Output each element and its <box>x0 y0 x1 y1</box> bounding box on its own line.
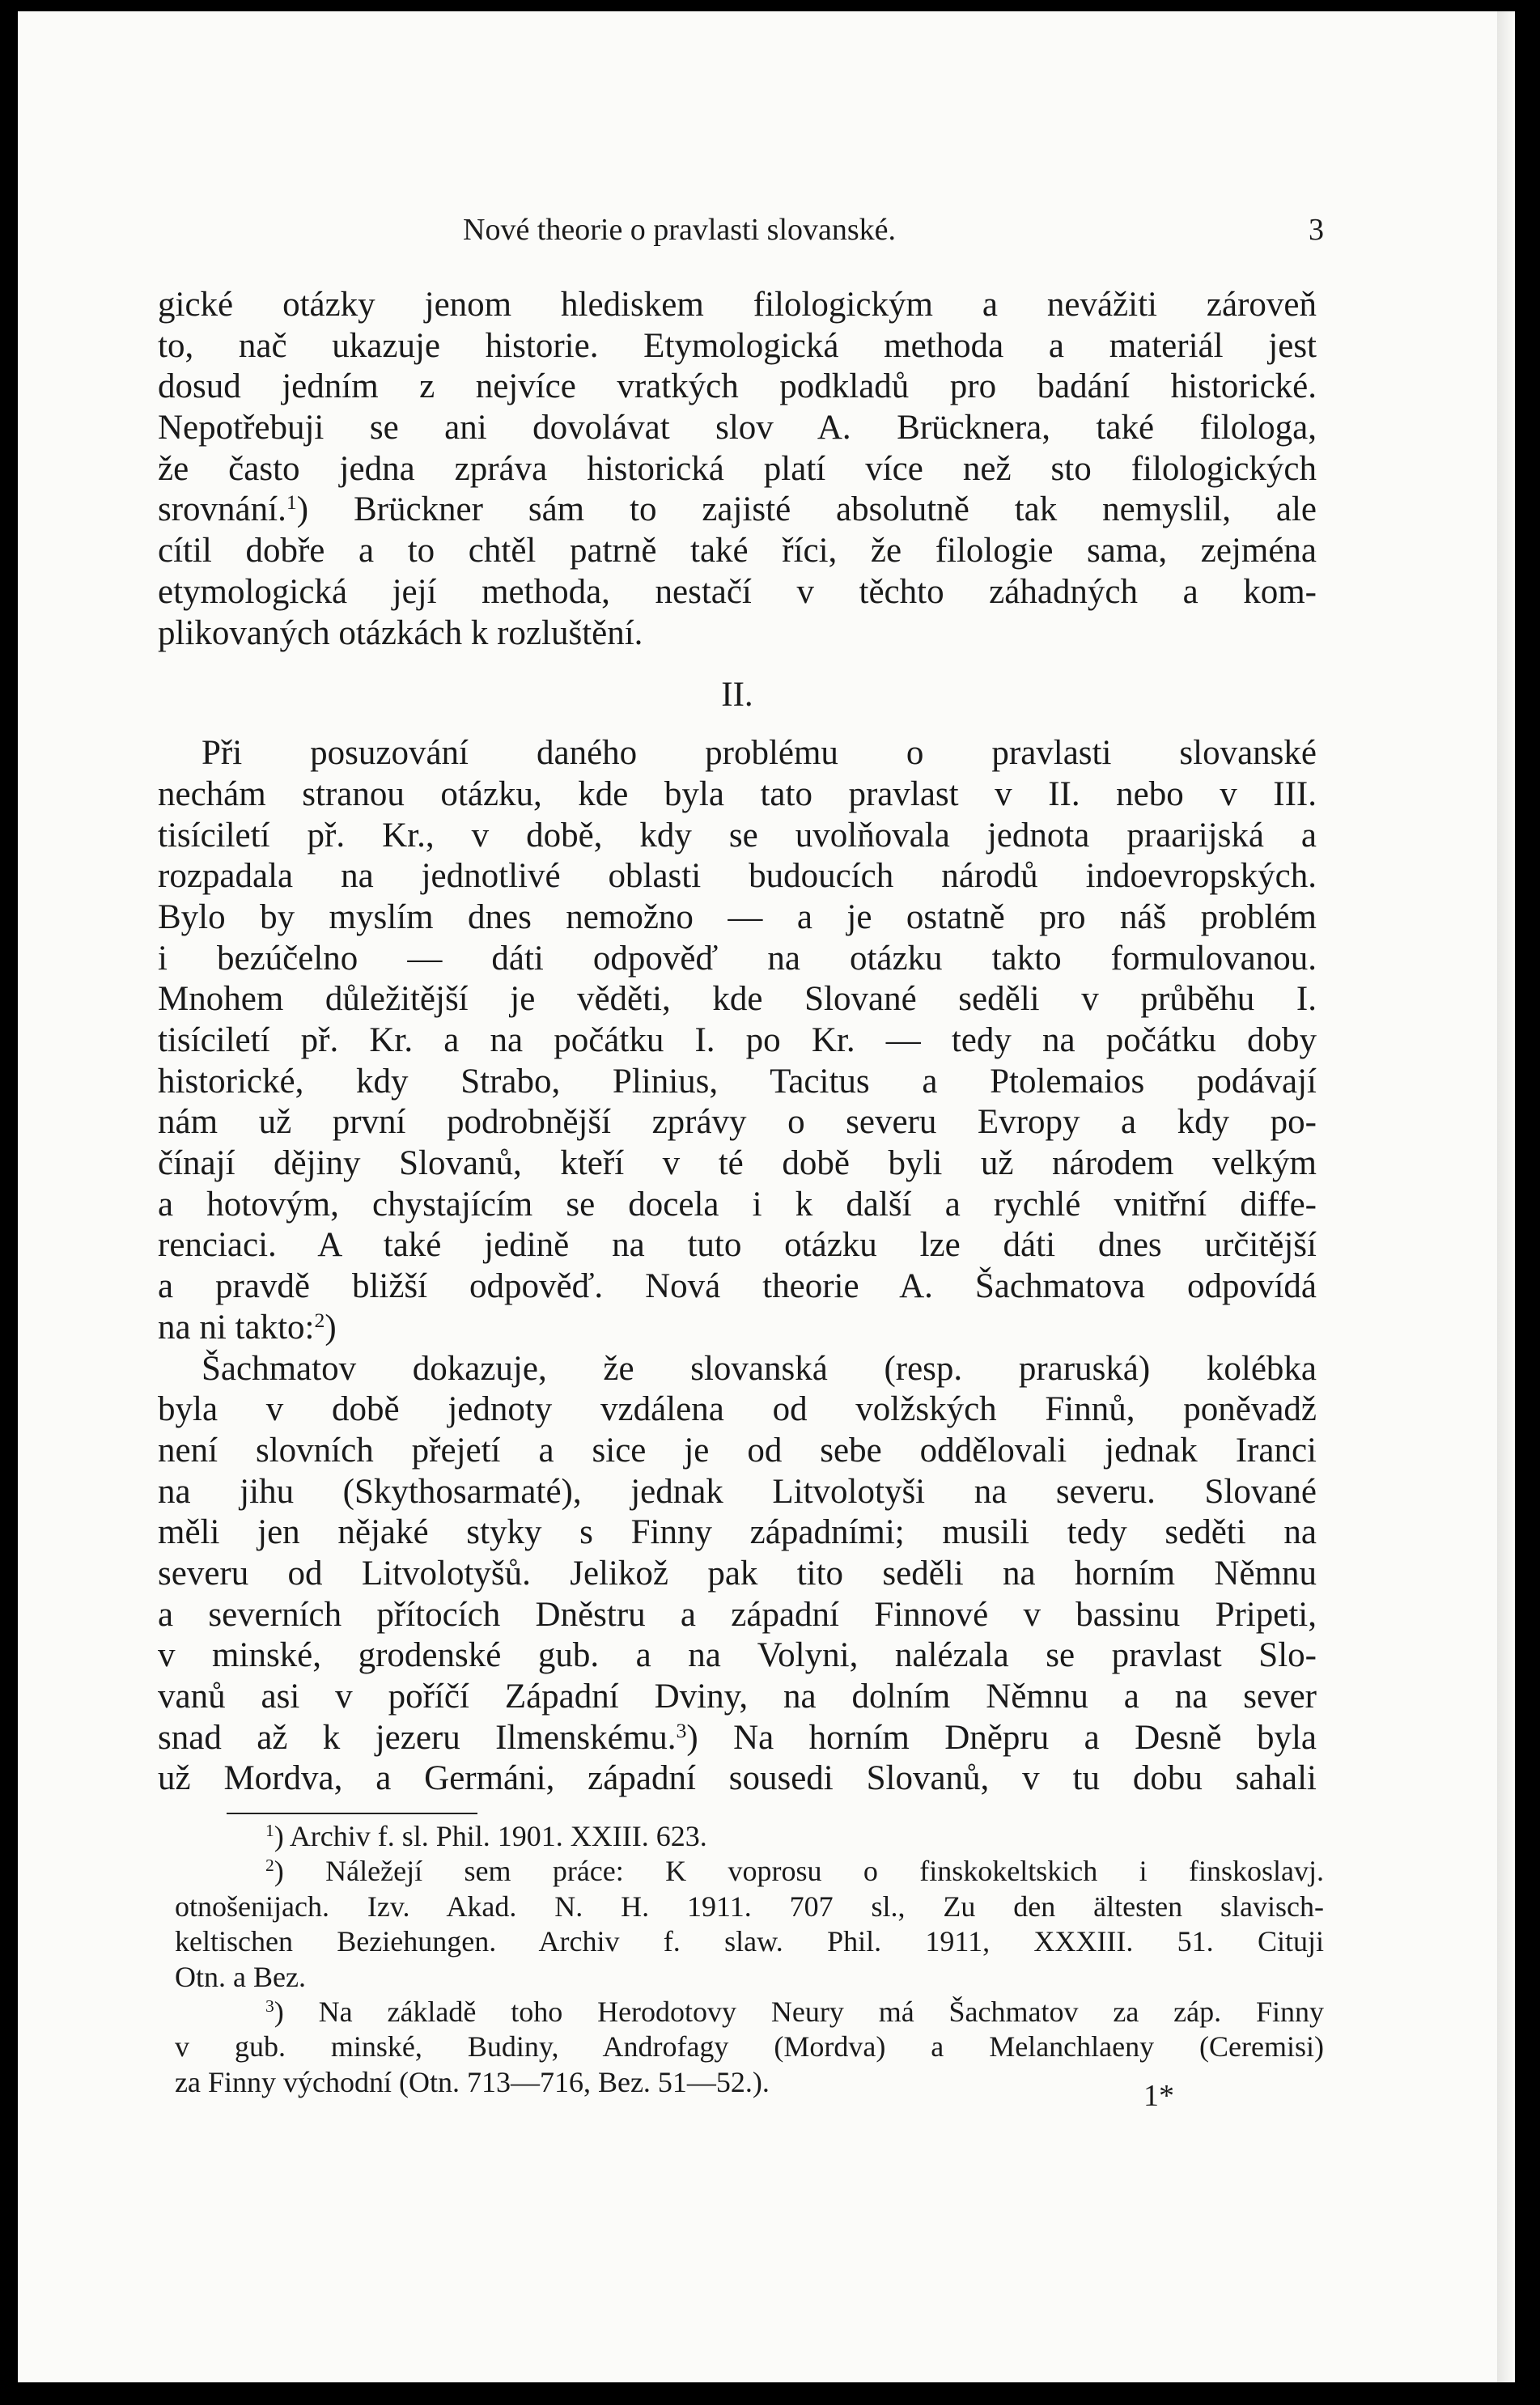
text-line: plikovaných otázkách k rozluštění. <box>158 613 643 652</box>
text-line: měli jen nějaké styky s Finny západními; musili tedy seděti na <box>158 1513 1317 1552</box>
text-line: tisíciletí př. Kr. a na počátku I. po Kr. — tedy na počátku doby <box>158 1021 1317 1059</box>
footnote-ref-2: 2 <box>314 1308 325 1332</box>
text-line: na jihu (Skythosarmaté), jednak Litvolotyši na severu. Slované <box>158 1472 1317 1511</box>
page-number: 3 <box>1309 213 1324 247</box>
footnote-line: keltischen Beziehungen. Archiv f. slaw. Phil. 1911, XXXIII. 51. Cituji <box>175 1925 1324 1958</box>
text-line: i bezúčelno — dáti odpověď na otázku takto formulovanou. <box>158 939 1317 978</box>
text-line: snad až k jezeru Ilmenskému.$^3$) Na horním Dněpru a Desně byla <box>158 1718 1317 1757</box>
footnote-text: Archiv f. sl. Phil. 1901. XXIII. 623. <box>289 1820 707 1852</box>
text-line: už Mordva, a Germáni, západní sousedi Slovanů, v tu dobu sahali <box>158 1759 1317 1798</box>
footnote-line: za Finny východní (Otn. 713—716, Bez. 51—52.). <box>175 2065 770 2098</box>
page-header <box>151 210 1324 259</box>
text-line: Nepotřebuji se ani dovolávat slov A. Brücknera, také filologa, <box>158 409 1317 447</box>
text-line: Při posuzování daného problému o pravlasti slovanské <box>202 734 1317 773</box>
text-line: v minské, grodenské gub. a na Volyni, nalézala se pravlast Slo- <box>158 1636 1317 1675</box>
footnote-divider <box>227 1813 477 1814</box>
text-segment: Brückner sám to zajisté absolutně tak nemyslil, ale <box>353 490 1317 529</box>
text-line: to, nač ukazuje historie. Etymologická methoda a materiál jest <box>158 326 1317 365</box>
text-segment: snad až k jezeru Ilmenskému. <box>158 1718 677 1757</box>
text-line: a hotovým, chystajícím se docela i k další a rychlé vnitřní diffe- <box>158 1185 1317 1224</box>
body-text <box>158 285 1317 1800</box>
footnote-text: Na základě toho Herodotovy Neury má Šachmatov za záp. Finny <box>318 1995 1324 2028</box>
text-line: nechám stranou otázku, kde byla tato pravlast v II. nebo v III. <box>158 774 1317 813</box>
text-line: čínají dějiny Slovanů, kteří v té době byli už národem velkým <box>158 1144 1317 1183</box>
footnotes <box>175 1819 1324 2100</box>
text-line: že často jedna zpráva historická platí více než sto filologických <box>158 449 1317 488</box>
text-line: severu od Litvolotyšů. Jelikož pak tito seděli na horním Němnu <box>158 1554 1317 1593</box>
text-line: a severních přítocích Dněstru a západní Finnové v bassinu Pripeti, <box>158 1595 1317 1634</box>
text-line: gické otázky jenom hlediskem filologickým a nevážiti zároveň <box>158 286 1317 324</box>
footnote-mark-2: 2 <box>265 1856 274 1876</box>
section-heading: II. <box>721 676 753 715</box>
footnote-3: $^3$) Na základě toho Herodotovy Neury má Šachmatov za záp. Finny <box>265 1995 1324 2028</box>
footnote-line: Otn. a Bez. <box>175 1960 306 1993</box>
text-segment: na ni takto: <box>158 1308 315 1347</box>
text-line: cítil dobře a to chtěl patrně také říci, že filologie sama, zejména <box>158 532 1317 570</box>
text-line: Mnohem důležitější je věděti, kde Slované seděli v průběhu I. <box>158 980 1317 1019</box>
text-line: srovnání.$^1$) Brückner sám to zajisté absolutně tak nemyslil, ale <box>158 490 1317 529</box>
text-line: tisíciletí př. Kr., v době, kdy se uvolňovala jednota praarijská a <box>158 816 1317 855</box>
footnote-ref-1: 1 <box>286 490 297 515</box>
text-line: historické, kdy Strabo, Plinius, Tacitus a Ptolemaios podávají <box>158 1062 1317 1101</box>
text-line: Šachmatov dokazuje, že slovanská (resp. praruská) kolébka <box>202 1349 1317 1388</box>
footnote-line: v gub. minské, Budiny, Androfagy (Mordva) a Melanchlaeny (Ceremisi) <box>175 2030 1324 2064</box>
text-line: nám už první podrobnější zprávy o severu Evropy a kdy po- <box>158 1103 1317 1142</box>
footnote-ref-3: 3 <box>676 1718 687 1742</box>
signature-mark: 1* <box>1143 2079 1174 2113</box>
text-segment: srovnání. <box>158 490 286 529</box>
footnote-2: $^2$) Náležejí sem práce: K voprosu o finskokeltskich i finskoslavj. <box>265 1855 1324 1888</box>
page-spine-shadow <box>1497 11 1515 2382</box>
text-line: dosud jedním z nejvíce vratkých podkladů pro badání historické. <box>158 367 1317 406</box>
text-line: není slovních přejetí a sice je od sebe oddělovali jednak Iranci <box>158 1431 1317 1470</box>
footnote-mark-3: 3 <box>265 1996 274 2017</box>
text-line: renciaci. A také jedině na tuto otázku lze dáti dnes určitější <box>158 1226 1317 1265</box>
text-line: rozpadala na jednotlivé oblasti budoucích národů indoevropských. <box>158 857 1317 896</box>
text-line: na ni takto:$^2$) <box>158 1308 337 1347</box>
footnote-mark-1: 1 <box>265 1821 274 1841</box>
text-line: etymologická její methoda, nestačí v těchto záhadných a kom- <box>158 572 1317 611</box>
footnote-1: $^1$) Archiv f. sl. Phil. 1901. XXIII. 623. <box>265 1820 707 1852</box>
footnote-line: otnošenijach. Izv. Akad. N. H. 1911. 707 sl., Zu den ältesten slavisch- <box>175 1890 1324 1923</box>
text-line: vanů asi v poříčí Západní Dviny, na dolním Němnu a na sever <box>158 1678 1317 1716</box>
text-segment: Na horním Dněpru a Desně byla <box>733 1718 1317 1757</box>
running-title: Nové theorie o pravlasti slovanské. <box>463 213 897 247</box>
text-line: Bylo by myslím dnes nemožno — a je ostatně pro náš problém <box>158 897 1317 936</box>
text-line: a pravdě bližší odpověď. Nová theorie A. Šachmatova odpovídá <box>158 1267 1317 1306</box>
text-line: byla v době jednoty vzdálena od volžských Finnů, poněvadž <box>158 1390 1317 1429</box>
footnote-text: Náležejí sem práce: K voprosu o finskokeltskich i finskoslavj. <box>325 1855 1324 1888</box>
